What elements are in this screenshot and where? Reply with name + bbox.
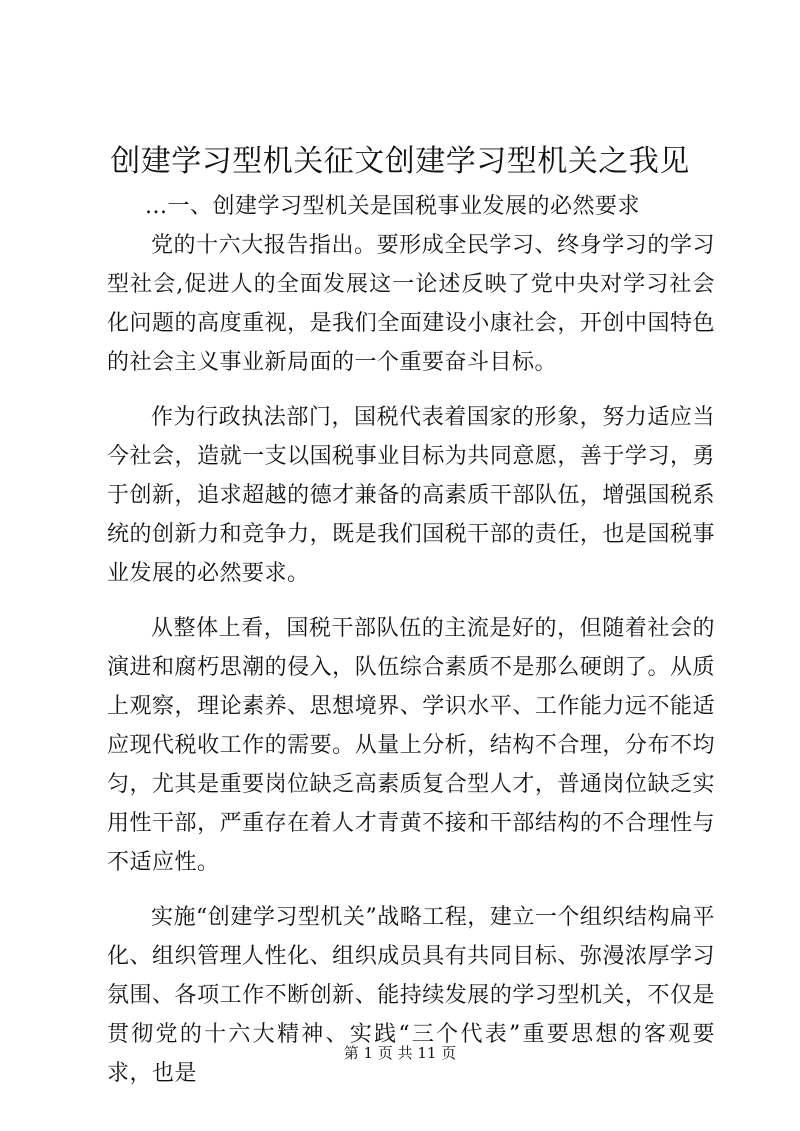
paragraph: 党的十六大报告指出。要形成全民学习、终身学习的学习型社会,促进人的全面发展这一论述反映了党中央对学习社会化问题的高度重视，是我们全面建设小康社会，开创中国特色的社会主义事业新局面的一个重要奋斗目标。 [107,233,715,375]
paragraph: 作为行政执法部门，国税代表着国家的形象，努力适应当今社会，造就一支以国税事业目标为共同意愿，善于学习，勇于创新，追求超越的德才兼备的高素质干部队伍，增强国税系统的创新力和竞争力，既是我们国税干部的责任，也是国税事业发展的必然要求。 [107,405,715,586]
paragraph: 实施“创建学习型机关”战略工程，建立一个组织结构扁平化、组织管理人性化、组织成员具有共同目标、弥漫浓厚学习氛围、各项工作不断创新、能持续发展的学习型机关，不仅是贯彻党的十六大精神、实践“三个代表”重要思想的客观要求，也是 [107,905,715,1086]
document-title: 创建学习型机关征文创建学习型机关之我见 [110,144,690,179]
document-body [107,187,715,1093]
page-footer: 第 1 页 共 11 页 [343,1044,457,1062]
section-heading: ...一、创建学习型机关是国税事业发展的必然要求 [145,194,640,219]
paragraph: 从整体上看，国税干部队伍的主流是好的，但随着社会的演进和腐朽思潮的侵入，队伍综合素质不是那么硬朗了。从质上观察，理论素养、思想境界、学识水平、工作能力远不能适应现代税收工作的需要。从量上分析，结构不合理，分布不均匀，尤其是重要岗位缺乏高素质复合型人才，普通岗位缺乏实用性干部，严重存在着人才青黄不接和干部结构的不合理性与不适应性。 [107,616,715,875]
